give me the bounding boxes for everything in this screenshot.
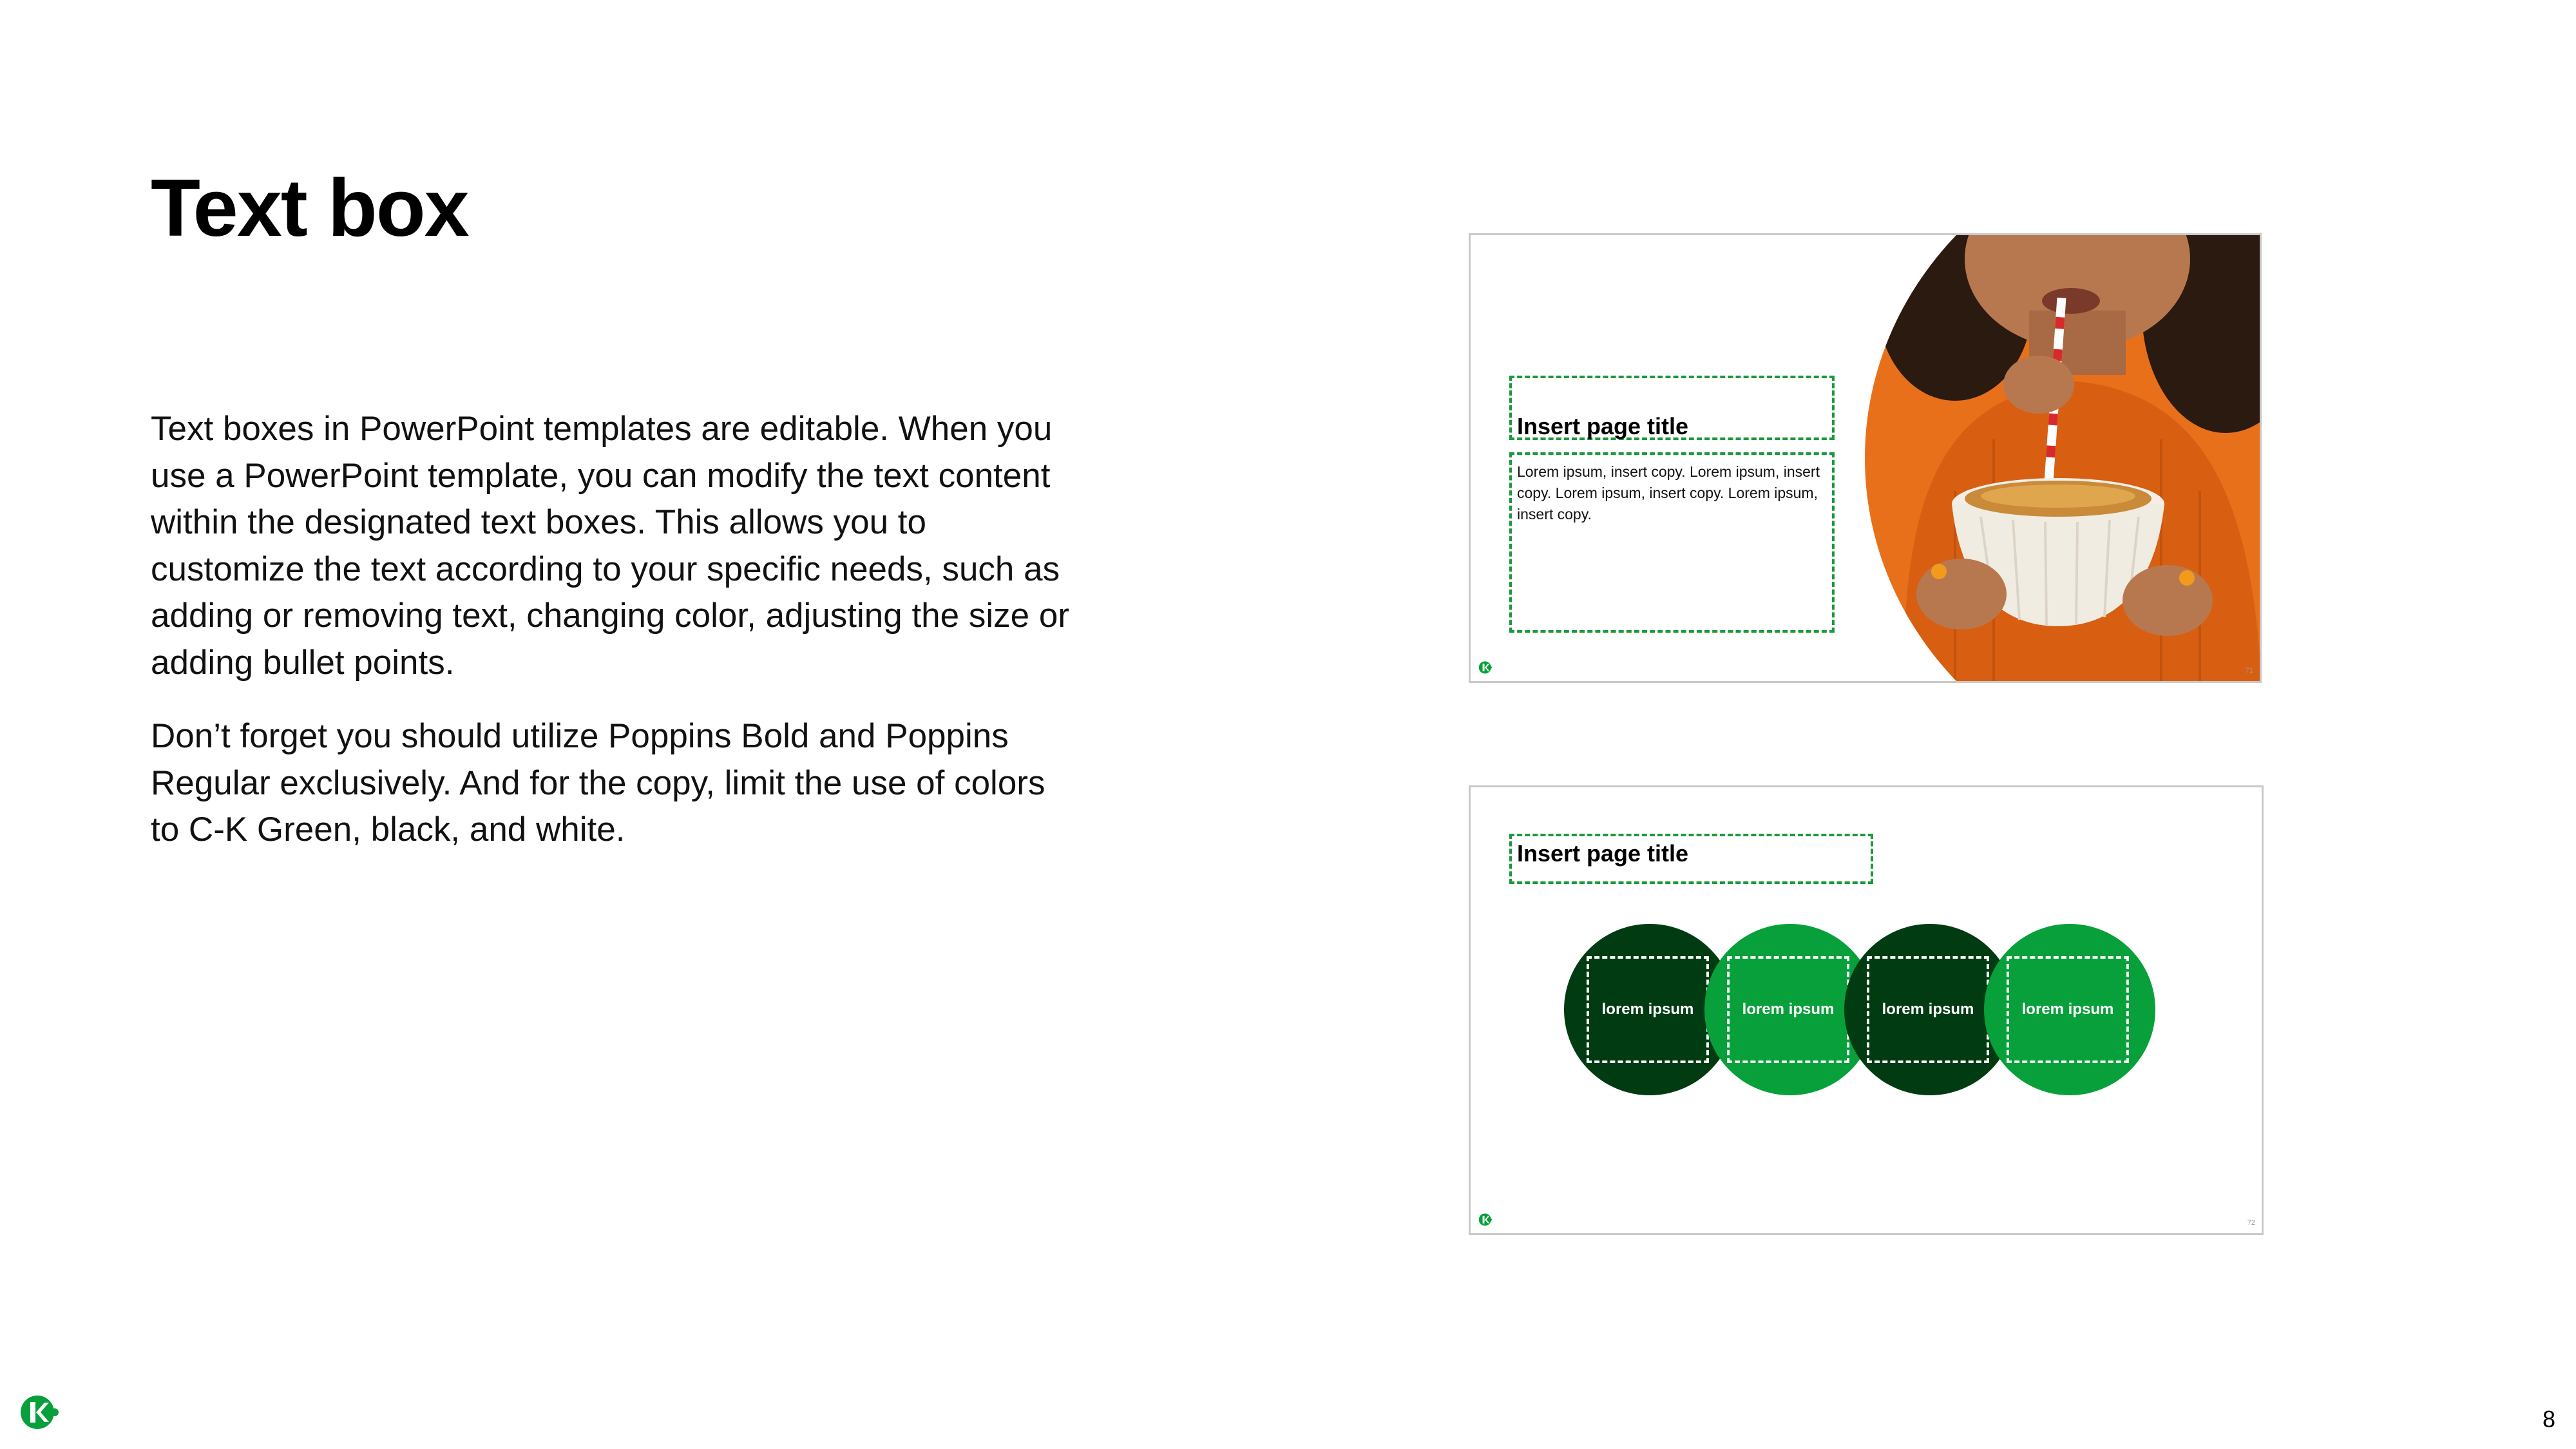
body-paragraph-1: Text boxes in PowerPoint templates are editable. When you use a PowerPoint template, you can modify the text content within the designated text boxes. This allows you to customize the text according to your specific needs, such as adding or removing text, changing color, adjusting the size or adding bullet points.	[151, 410, 1069, 682]
slide-thumbnail-circles[interactable]	[1469, 785, 2264, 1235]
circle-label: lorem ipsum	[1882, 1001, 1974, 1018]
circle-text-box[interactable]	[1587, 956, 1709, 1063]
slide-title: Insert page title	[1517, 413, 1689, 439]
copy-text-box[interactable]	[1509, 452, 1835, 633]
slide-number: 71	[2245, 667, 2253, 675]
circle-group	[1471, 787, 2262, 1233]
circle-label: lorem ipsum	[1601, 1001, 1694, 1018]
ck-logo-icon	[1478, 660, 1493, 675]
ck-logo-icon	[21, 1393, 59, 1432]
woman-drinking-cereal-photo	[1865, 233, 2262, 683]
circle-label: lorem ipsum	[1742, 1001, 1835, 1018]
circle-text-box[interactable]	[1727, 956, 1849, 1063]
page-number: 8	[2542, 1406, 2555, 1432]
body-paragraph-2: Don’t forget you should utilize Poppins Bold and Poppins Regular exclusively. And for the copy, limit the use of colors to C-K Green, black, and white.	[151, 717, 1045, 849]
circle-text-box[interactable]	[2007, 956, 2129, 1063]
page-title: Text box	[151, 162, 468, 253]
slide-copy: Lorem ipsum, insert copy. Lorem ipsum, insert copy. Lorem ipsum, insert copy. Lorem ipsum, insert copy.	[1517, 463, 1820, 523]
circle-label: lorem ipsum	[2021, 1001, 2114, 1018]
body-copy	[151, 406, 1078, 881]
circle-4[interactable]	[1984, 924, 2155, 1095]
ck-logo-icon	[1478, 1213, 1493, 1227]
circle-text-box[interactable]	[1867, 956, 1989, 1063]
slide-thumbnail-text-and-image[interactable]	[1469, 233, 2262, 683]
slide-number: 72	[2247, 1219, 2255, 1227]
title-text-box[interactable]	[1509, 376, 1835, 440]
slide-title: Insert page title	[1517, 840, 1689, 867]
